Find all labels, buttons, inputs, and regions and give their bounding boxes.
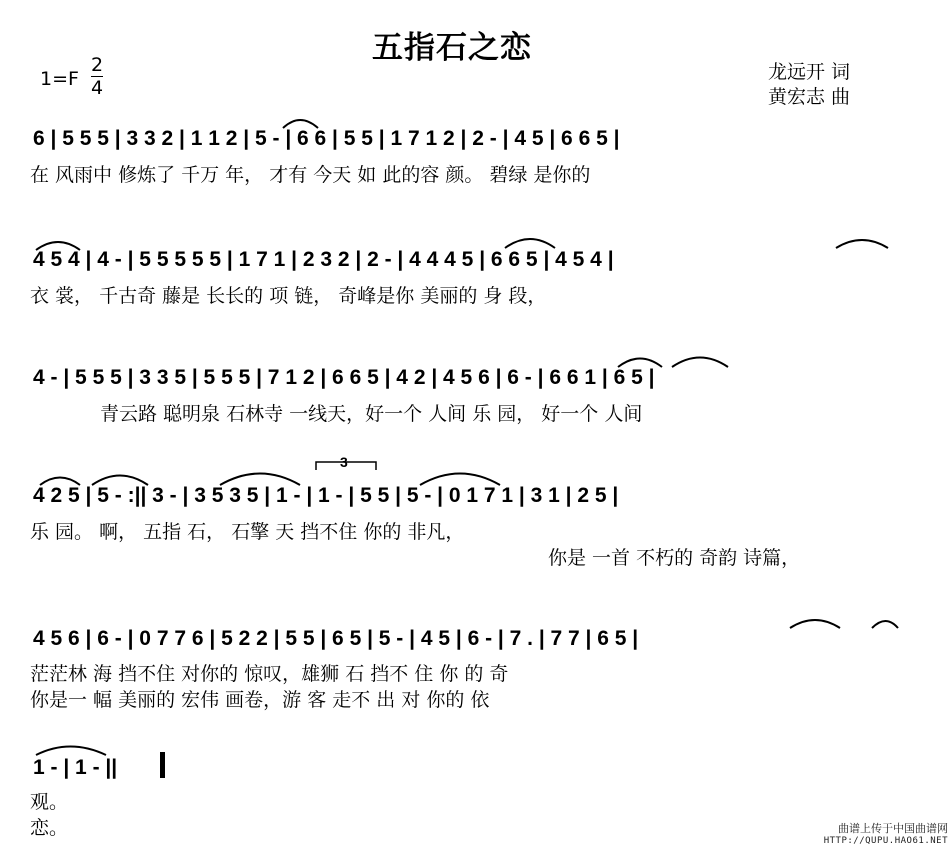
lyric-line: 在 风雨中 修炼了 千万 年， 才有 今天 如 此的容 颜。 碧绿 是你的 [30,164,591,186]
triplet-bracket [316,454,376,470]
lyric-line: 恋。 [30,817,69,839]
slur [790,620,840,628]
slur-marks [36,120,898,755]
lyric-line: 衣 裳， 千古奇 藤是 长长的 项 链， 奇峰是你 美丽的 身 段， [30,285,547,307]
slur [836,240,888,248]
slur [36,747,106,756]
slur [872,621,898,628]
notation-line: 4 - | 5 5 5 | 3 3 5 | 5 5 5 | 7 1 2 | 6 6 5 | 4 2 | 4 5 6 | 6 - | 6 6 1 | 6 5 | [33,366,655,389]
notation-line: 4 5 6 | 6 - | 0 7 7 6 | 5 2 2 | 5 5 | 6 5 | 5 - | 4 5 | 6 - | 7 . | 7 7 | 6 5 | [33,627,639,650]
watermark-text: 曲谱上传于中国曲谱网 [838,822,948,835]
notation-line: 1 - | 1 - || [33,756,118,779]
final-barline [160,752,165,778]
time-signature-bottom: 4 [90,77,104,99]
slur [672,358,728,368]
lyric-line: 你是 一首 不朽的 奇韵 诗篇， [548,547,801,569]
lyricist-credit: 龙远开 词 [768,61,851,83]
lyric-line: 你是一 幅 美丽的 宏伟 画卷，游 客 走不 出 对 你的 依 [30,689,490,711]
lyric-line: 青云路 聪明泉 石林寺 一线天，好一个 人间 乐 园， 好一个 人间 [100,403,643,425]
notation-line: 4 2 5 | 5 - :|| 3 - | 3 5 3 5 | 1 - | 1 - | 5 5 | 5 - | 0 1 7 1 | 3 1 | 2 5 | [33,484,619,507]
watermark-url: HTTP://QUPU.HAO61.NET [823,836,948,846]
composer-credit: 黄宏志 曲 [768,86,851,108]
triplet-number: 3 [340,454,348,470]
notation-line: 6 | 5 5 5 | 3 3 2 | 1 1 2 | 5 - | 6 6 | 5 5 | 1 7 1 2 | 2 - | 4 5 | 6 6 5 | [33,127,620,150]
lyric-line: 乐 园。 啊， 五指 石， 石擎 天 挡不住 你的 非凡， [30,521,465,543]
lyric-line: 观。 [30,791,69,813]
key-signature: 1=F [40,68,79,90]
watermark [824,822,948,848]
lyric-line: 茫茫林 海 挡不住 对你的 惊叹，雄狮 石 挡不 住 你 的 奇 [30,663,509,685]
time-signature-top: 2 [90,54,104,76]
song-title: 五指石之恋 [372,30,532,66]
notation-line: 4 5 4 | 4 - | 5 5 5 5 5 | 1 7 1 | 2 3 2 | 2 - | 4 4 4 5 | 6 6 5 | 4 5 4 | [33,248,614,271]
slur [505,239,555,248]
